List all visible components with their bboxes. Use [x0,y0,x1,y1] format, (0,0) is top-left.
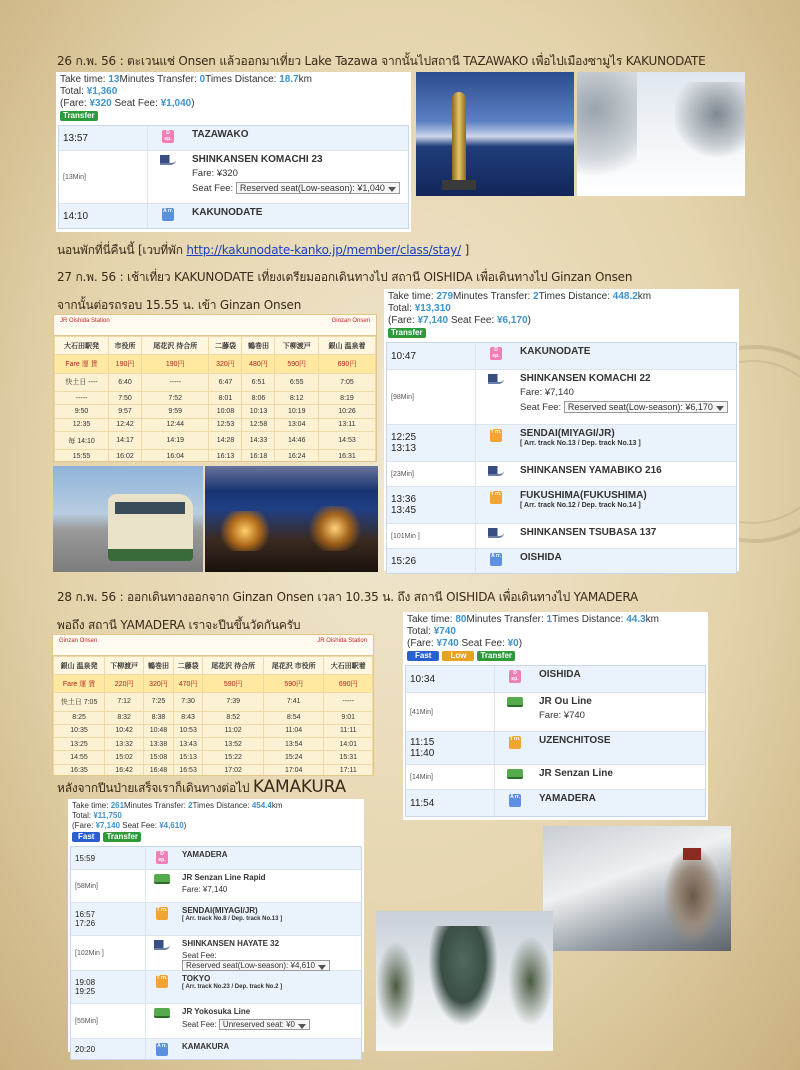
timetable-cell: 16:42 [105,764,144,776]
timetable-row [55,373,376,391]
arrival-icon: A rr. [490,553,502,566]
timetable-cell: 13:52 [203,738,264,751]
timetable-cell: 鶴巻田 [242,337,275,355]
timetable-cell: 16:31 [318,450,375,462]
timetable-cell: 8:52 [203,711,264,724]
arrival-icon: A rr. [156,1043,168,1056]
duration: [13Min] [59,151,148,203]
timetable-cell: 15:24 [263,751,324,764]
timetable-cell: 10:48 [144,724,174,737]
timetable-cell: 8:12 [275,391,319,404]
transfer-badge[interactable]: Transfer [388,328,426,338]
timetable-cell: 快土日 7:05 [54,693,105,711]
timetable-cell: 470円 [173,675,203,693]
arr-time: 11:54 [406,790,495,816]
timetable-cell: 8:01 [209,391,242,404]
station-name: SENDAI(MIYAGI/JR) [182,906,258,915]
departure-icon: D ep. [509,670,521,683]
timetable-cell: 12:53 [209,418,242,431]
timetable-cell: 8:43 [173,711,203,724]
shinkansen-icon [488,466,504,476]
timetable-cell: 7:39 [203,693,264,711]
timetable-row [55,418,376,431]
arr-time: 20:20 [71,1039,146,1059]
timetable-cell: 590円 [203,675,264,693]
station-name: OISHIDA [520,552,562,563]
timetable-cell: 190円 [142,355,209,373]
route-detail: 10:34 D ep. OISHIDA [41Min] JR Ou Line Fare: ¥740 11:15 11:40 T rn. UZENCHITOSE [14Min] JR Senzan Line 11:54 A rr. YAMADERA [405,665,706,817]
route-card-3 [403,612,708,820]
timetable-cell: 15:02 [105,751,144,764]
station-name: TAZAWAKO [192,129,249,140]
timetable-cell: 16:48 [144,764,174,776]
fast-badge[interactable]: Fast [72,832,100,842]
timetable-cell: 10:26 [318,405,375,418]
low-badge[interactable]: Low [442,651,474,661]
timetable-cell: 13:54 [263,738,324,751]
local-train-icon [154,874,170,884]
dep-time: 10:47 [387,343,476,369]
timetable-header [54,657,373,675]
timetable-grid [54,336,376,462]
route-card-2 [384,289,739,571]
departure-icon: D ep. [156,851,168,864]
timetable-cell: 16:53 [173,764,203,776]
timetable-fare-row [55,355,376,373]
train-name: JR Yokosuka Line [182,1007,251,1016]
timetable-cell: 16:04 [142,450,209,462]
caption-day26: 26 ก.พ. 56 : ตะเวนแช่ Onsen แล้วออกมาเที่ยว Lake Tazawa จากนั้นไปสถานี TAZAWAKO เพื่อไปเมืองซามูไร KAKUNODATE [57,54,706,68]
timetable-cell: 12:58 [242,418,275,431]
dep-time: 10:34 [406,666,495,692]
dep-time: 19:25 [75,987,96,996]
route-detail: 10:47 D ep. KAKUNODATE [98Min] SHINKANSEN KOMACHI 22 Fare: ¥7,140 Seat Fee: Reserved seat(Low-season): ¥6,170 12:25 13:13 T rn. SENDAI(MIYAGI/JR) [ Arr. track No.13 / Dep. track No.13 ] [23Min] SHINKANSEN YAMABIKO 216 13:36 13:45 T rn. FUKUSHIMA(FUKUSHIMA) [ Arr. track No.12 / Dep. track No.14 ] [101Min ] SHINKANSEN TSUBASA 137 15:26 A rr. OISHIDA [386,342,737,574]
caption-yamadera: พอถึง สถานี YAMADERA เราจะปีนขึ้นวัดกันครับ [57,618,301,632]
caption-kamakura: หลังจากปีนป่ายเสร็จเราก็เดินทางต่อไป KAMAKURA [57,777,346,797]
duration: [58Min] [71,870,146,902]
timetable-cell: 10:42 [105,724,144,737]
shinkansen-icon [154,940,170,950]
timetable-row [55,391,376,404]
timetable-cell: 8:25 [54,711,105,724]
timetable-cell: 6:47 [209,373,242,391]
station-name: OISHIDA [539,669,581,680]
timetable-cell: 大石田駅発 [55,337,109,355]
transfer-icon: T rn. [490,491,502,504]
timetable-cell: 下柳渡戸 [275,337,319,355]
timetable-row [55,405,376,418]
duration: [14Min] [406,765,495,789]
timetable-cell: 毎 14:10 [55,431,109,449]
dep-time: 11:40 [410,748,435,759]
timetable-cell: 11:04 [263,724,324,737]
kamakura-buddha-photo [376,911,553,1051]
train-name: JR Senzan Line Rapid [182,873,266,882]
local-train-icon [507,697,523,707]
timetable-cell: 11:02 [203,724,264,737]
timetable-row [55,431,376,449]
timetable-header [55,337,376,355]
arr-time: 19:08 [75,978,96,987]
bus-timetable-2: Ginzan Onsen JR Oishida Station 銀山 温泉発 下柳渡戸 鶴巻田 二藤袋 尾花沢 待合所 尾花沢 市役所 大石田駅着 Fare 運 賃 220円 320円 470円 590円 590円 690円 快土日 7:05 7:12 7:25 7:30 7:39 7:41 ----- 8:25 8:32 8:38 8:43 8:52 8:54 9:01 10:35 10:42 10:48 10:53 11:02 11:04 11:11 13:25 13:32 13:38 13:43 13:52 13:54 14:01 14:55 15:02 15:08 15:13 15:22 15:24 15:31 16:35 16:42 16:48 16:53 17:02 17:04 17:11 [52,634,374,776]
fast-badge[interactable]: Fast [407,651,439,661]
timetable-cell: ----- [55,391,109,404]
route-summary: Take time: 279Minutes Transfer: 2Times Distance: 448.2km Total: ¥13,310 (Fare: ¥7,140 Seat Fee: ¥6,170) Transfer [388,291,652,337]
stay-link[interactable]: http://kakunodate-kanko.jp/member/class/stay/ [186,243,461,257]
track-info: [ Arr. track No.13 / Dep. track No.13 ] [520,440,641,447]
timetable-cell: 14:55 [54,751,105,764]
timetable-cell: 320円 [209,355,242,373]
timetable-cell: 16:35 [54,764,105,776]
shinkansen-icon [488,528,504,538]
duration: [41Min] [406,693,495,731]
timetable-cell: 14:46 [275,431,319,449]
timetable-cell: 9:50 [55,405,109,418]
station-name: KAKUNODATE [192,207,263,218]
train-name: SHINKANSEN YAMABIKO 216 [520,465,662,476]
timetable-cell: 6:40 [109,373,142,391]
seat-select[interactable]: Unreserved seat: ¥0 [219,1019,310,1030]
station-name: TOKYO [182,974,211,983]
timetable-cell: 13:04 [275,418,319,431]
timetable-cell: 尾花沢 待合所 [203,657,264,675]
arrival-icon: A rr. [162,208,174,221]
timetable-cell: 14:01 [324,738,373,751]
transfer-badge[interactable]: Transfer [60,111,98,121]
station-name: SENDAI(MIYAGI/JR) [520,428,615,439]
timetable-cell: 10:53 [173,724,203,737]
timetable-cell: 下柳渡戸 [105,657,144,675]
track-info: [ Arr. track No.12 / Dep. track No.14 ] [520,502,641,509]
timetable-cell: 590円 [275,355,319,373]
local-train-icon [154,1008,170,1018]
bus-timetable-1: JR Oishida Station Ginzan Onsen 大石田駅発 市役所 尾花沢 待合所 二藤袋 鶴巻田 下柳渡戸 銀山 温泉着 Fare 運 賃 190円 190円 320円 480円 590円 690円 快土日 ---- 6:40 ----- 6:47 6:51 6:55 7:05 ----- 7:50 7:52 8:01 8:06 8:12 8:19 9:50 9:57 9:59 10:08 10:13 10:19 10:26 12:35 12:42 12:44 12:53 12:58 13:04 13:11 毎 14:10 14:17 14:19 14:28 14:33 14:46 14:53 15:55 16:02 16:04 16:13 16:18 16:24 16:31 [53,314,377,462]
dep-time: 13:57 [59,126,148,150]
station-name: YAMADERA [539,793,596,804]
local-train-icon [507,769,523,779]
dep-time: 17:26 [75,919,96,928]
retro-bus-photo [53,466,203,572]
station-name: FUKUSHIMA(FUKUSHIMA) [520,490,647,501]
timetable-cell: 7:12 [105,693,144,711]
timetable-cell: 12:35 [55,418,109,431]
timetable-cell: 尾花沢 市役所 [263,657,324,675]
timetable-cell: 12:44 [142,418,209,431]
duration: [55Min] [71,1004,146,1038]
timetable-cell: 13:11 [318,418,375,431]
train-name: SHINKANSEN KOMACHI 22 [520,373,651,384]
seat-select[interactable]: Reserved seat(Low-season): ¥6,170 [564,401,728,413]
timetable-cell: 15:13 [173,751,203,764]
duration: [101Min ] [387,524,476,548]
timetable-row [54,724,373,737]
timetable-cell: 480円 [242,355,275,373]
timetable-cell: 6:55 [275,373,319,391]
caption-day28: 28 ก.พ. 56 : ออกเดินทางออกจาก Ginzan Onsen เวลา 10.35 น. ถึง สถานี OISHIDA เพื่อเดินทางไป YAMADERA [57,590,639,604]
timetable-row [54,751,373,764]
timetable-cell: 13:32 [105,738,144,751]
timetable-cell: 13:25 [54,738,105,751]
timetable-cell: 690円 [318,355,375,373]
timetable-cell: 7:25 [144,693,174,711]
train-name: JR Senzan Line [539,768,613,779]
timetable-cell: 16:13 [209,450,242,462]
arr-time: 11:15 [410,737,435,748]
route-card-1 [56,72,411,232]
timetable-cell: 220円 [105,675,144,693]
dep-time: 15:59 [71,847,146,869]
timetable-cell: 大石田駅着 [324,657,373,675]
timetable-cell: 17:11 [324,764,373,776]
timetable-cell: 市役所 [109,337,142,355]
shinkansen-icon [488,374,504,384]
timetable-cell: 7:30 [173,693,203,711]
departure-icon: D ep. [162,130,174,143]
timetable-cell: Fare 運 賃 [54,675,105,693]
timetable-row [54,711,373,724]
timetable-cell: 8:32 [105,711,144,724]
timetable-cell: 9:01 [324,711,373,724]
caption-bus: จากนั้นต่อรถรอบ 15.55 น. เข้า Ginzan Onsen [57,298,302,312]
ginzan-onsen-night-photo [205,466,378,572]
transfer-badge[interactable]: Transfer [103,832,141,842]
timetable-cell: 7:50 [109,391,142,404]
dep-time: 13:45 [391,505,417,516]
train-name: SHINKANSEN HAYATE 32 [182,939,280,948]
track-info: [ Arr. track No.23 / Dep. track No.2 ] [182,984,283,990]
departure-icon: D ep. [490,347,502,360]
timetable-cell: 14:19 [142,431,209,449]
timetable-cell: 15:55 [55,450,109,462]
train-name: SHINKANSEN TSUBASA 137 [520,527,657,538]
timetable-cell: 16:02 [109,450,142,462]
timetable-cell: 590円 [263,675,324,693]
station-name: KAKUNODATE [520,346,591,357]
duration: [23Min] [387,462,476,486]
snowy-street-photo [577,72,745,196]
timetable-cell: 690円 [324,675,373,693]
station-name: KAMAKURA [182,1042,230,1051]
timetable-cell: 7:05 [318,373,375,391]
caption-day27: 27 ก.พ. 56 : เช้าเที่ยว KAKUNODATE เที่ยงเตรียมออกเดินทางไป สถานี OISHIDA เพื่อเดินทางไป Ginzan Onsen [57,270,633,284]
timetable-cell: 二藤袋 [173,657,203,675]
timetable-cell: 13:43 [173,738,203,751]
timetable-cell: 10:13 [242,405,275,418]
golden-statue-lake-photo [416,72,574,196]
timetable-cell: 尾花沢 待合所 [142,337,209,355]
timetable-cell: 320円 [144,675,174,693]
transfer-icon: T rn. [156,907,168,920]
timetable-cell: 9:59 [142,405,209,418]
timetable-row [54,764,373,776]
timetable-cell: 14:28 [209,431,242,449]
timetable-cell: 17:02 [203,764,264,776]
yamadera-snow-photo [543,826,731,951]
arr-time: 15:26 [387,549,476,573]
timetable-row [55,450,376,462]
route-summary: Take time: 80Minutes Transfer: 1Times Distance: 44.3km Total: ¥740 (Fare: ¥740 Seat Fee: ¥0) Fast Low Transfer [407,614,660,660]
timetable-cell: 16:24 [275,450,319,462]
timetable-cell: 15:22 [203,751,264,764]
timetable-cell: 7:52 [142,391,209,404]
timetable-cell: 8:38 [144,711,174,724]
timetable-cell: 10:35 [54,724,105,737]
timetable-cell: ----- [324,693,373,711]
arr-time: 12:25 [391,432,417,443]
train-name: JR Ou Line [539,696,592,707]
caption-stay: นอนพักที่นี่คืนนี้ [เวบที่พัก http://kakunodate-kanko.jp/member/class/stay/ ] [57,243,470,257]
route-detail: 15:59 D ep. YAMADERA [58Min] JR Senzan Line Rapid Fare: ¥7,140 16:57 17:26 T rn. SENDAI(MIYAGI/JR) [ Arr. track No.8 / Dep. track No.13 ] [102Min ] SHINKANSEN HAYATE 32 Seat Fee: Reserved seat(Low-season): ¥4,610 19:08 19:25 T rn. TOKYO [ Arr. track No.23 / Dep. track No.2 ] [55Min] JR Yokosuka Line Seat Fee: Unreserved seat: ¥0 20:20 A rr. KAMAKURA [70,846,362,1060]
arr-time: 13:36 [391,494,417,505]
duration: [98Min] [387,370,476,424]
timetable-cell: 13:38 [144,738,174,751]
arrival-icon: A rr. [509,794,521,807]
timetable-row [54,738,373,751]
route-detail: 13:57 D ep. TAZAWAKO [13Min] SHINKANSEN KOMACHI 23 Fare: ¥320 Seat Fee: Reserved seat(Low-season): ¥1,040 14:10 A rr. KAKUNODATE [58,125,409,229]
timetable-cell: 10:08 [209,405,242,418]
timetable-cell: 11:11 [324,724,373,737]
transfer-icon: T rn. [490,429,502,442]
timetable-cell: 14:17 [109,431,142,449]
station-name: YAMADERA [182,850,228,859]
timetable-cell: 鶴巻田 [144,657,174,675]
timetable-cell: 8:54 [263,711,324,724]
transfer-icon: T rn. [156,975,168,988]
timetable-row [54,693,373,711]
track-info: [ Arr. track No.8 / Dep. track No.13 ] [182,916,283,922]
station-name: UZENCHITOSE [539,735,611,746]
transfer-icon: T rn. [509,736,521,749]
timetable-cell: 190円 [109,355,142,373]
timetable-cell: 14:33 [242,431,275,449]
timetable-fare-row [54,675,373,693]
timetable-cell: 二藤袋 [209,337,242,355]
timetable-cell: 銀山 温泉発 [54,657,105,675]
timetable-cell: 15:31 [324,751,373,764]
route-summary: Take time: 261Minutes Transfer: 2Times Distance: 454.4km Total: ¥11,750 (Fare: ¥7,140 Seat Fee: ¥4,610) Fast Transfer [72,801,283,841]
route-card-4 [68,799,364,1052]
timetable-cell: Fare 運 賃 [55,355,109,373]
timetable-cell: 14:53 [318,431,375,449]
duration: [102Min ] [71,936,146,970]
timetable-cell: 快土日 ---- [55,373,109,391]
route-summary: Take time: 13Minutes Transfer: 0Times Distance: 18.7km Total: ¥1,360 (Fare: ¥320 Seat Fee: ¥1,040) Transfer [60,74,313,120]
timetable-cell: 16:18 [242,450,275,462]
dep-time: 13:13 [391,443,417,454]
shinkansen-icon [160,155,176,165]
transfer-badge[interactable]: Transfer [477,651,515,661]
arr-time: 14:10 [59,204,148,228]
timetable-cell: 12:42 [109,418,142,431]
timetable-cell: 9:57 [109,405,142,418]
seat-select[interactable]: Reserved seat(Low-season): ¥1,040 [236,182,400,194]
timetable-cell: 6:51 [242,373,275,391]
timetable-cell: 15:08 [144,751,174,764]
timetable-cell: 8:19 [318,391,375,404]
train-name: SHINKANSEN KOMACHI 23 [192,154,323,165]
timetable-cell: ----- [142,373,209,391]
timetable-cell: 7:41 [263,693,324,711]
arr-time: 16:57 [75,910,96,919]
timetable-cell: 8:06 [242,391,275,404]
timetable-cell: 銀山 温泉着 [318,337,375,355]
timetable-cell: 17:04 [263,764,324,776]
timetable-grid [53,656,373,776]
seat-select[interactable]: Reserved seat(Low-season): ¥4,610 [182,960,330,971]
timetable-cell: 10:19 [275,405,319,418]
